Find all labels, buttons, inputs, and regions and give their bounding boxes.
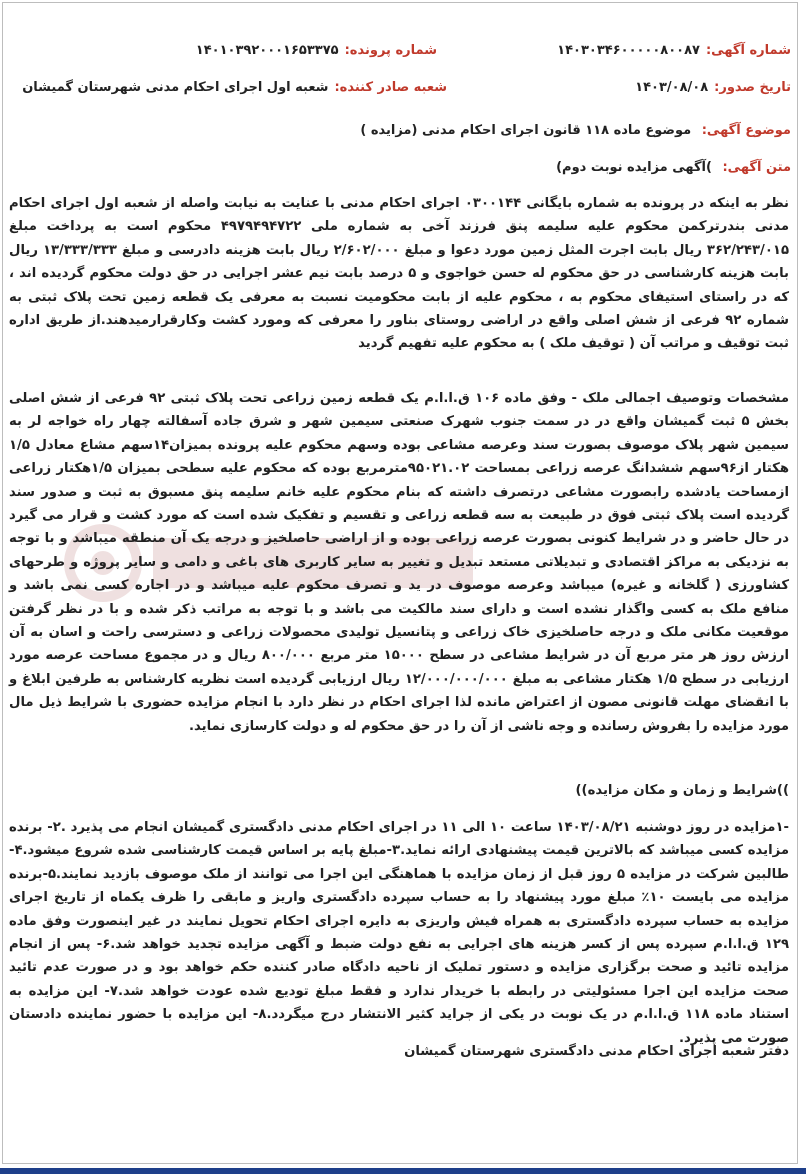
- subject-label: موضوع آگهی:: [701, 123, 791, 138]
- case-number-value: ۱۴۰۱۰۳۹۲۰۰۰۱۶۵۳۳۷۵: [195, 43, 339, 58]
- notice-page: [2, 2, 798, 1164]
- issuer-value: شعبه اول اجرای احکام مدنی شهرستان گمیشان: [22, 80, 329, 95]
- paragraph-office: دفتر شعبه اجرای احکام مدنی دادگستری شهرستان گمیشان: [404, 1044, 789, 1059]
- issue-date-value: ۱۴۰۳/۰۸/۰۸: [635, 80, 709, 95]
- paragraph-property: مشخصات وتوصیف اجمالی ملک - وفق ماده ۱۰۶ ق.ا.ا.م یک قطعه زمین زراعی تحت پلاک ثبتی ۹۲ فرعی از شش اصلی بخش ۵ ثبت گمیشان واقع در در سمت جنوب شهرک صنعتی سیمین شهر و شرق جاده آسفالته چهار راه خواجه لر به سیمین شهر پلاک موصوف بصورت سند وعرصه مشاعی بوده وسهم محکوم علیه پرونده بمیزان۱۴سهم مشاع معادل ۱/۵ هکتار از۹۶سهم ششدانگ عرصه زراعی بمساحت ۹۵۰۲۱.۰۲مترمربع بوده که محکوم علیه سطحی بمیزان ۱/۵هکتار زراعی ازمساحت یادشده رابصورت مشاعی درتصرف داشته که بنام محکوم علیه خانم سلیمه پنق مسبوق به ثبت و صدور سند گردیده است پلاک ثبتی فوق در طبیعت به سه قطعه زراعی و تقسیم و تفکیک شده است که مورد کشت و قرار می گیرد در حال حاضر و در شرایط کنونی بصورت عرصه زراعی بوده و از اراضی حاصلخیز و درجه یک آن منطقه میباشد و با توجه به نزدیکی به مراکز اقتصادی و تبدیلاتی مستعد تبدیل و تغییر به سایر کاربری های باغی و دامی و سایر پروژه و طرحهای کشاورزی ( گلخانه و غیره) میباشد وعرصه موصوف در ید و تصرف محکوم علیه میباشد و در اجاره کسی نمی باشد و منافع ملک به کسی واگذار نشده است و دارای سند مالکیت می باشد و با توجه به مراتب ذکر شده و با در نظر گرفتن موقعیت مکانی ملک و درجه حاصلخیزی خاک زراعی و پتانسیل تولیدی محصولات زراعی و دسترسی راحت و اسان به آن ارزش روز هر متر مربع آن در شرایط مشاعی در سطح ۱۵۰۰۰ متر مربع ۸۰۰/۰۰۰ ریال و در مجموع مساحت عرصه مورد ارزیابی در سطح ۱/۵ هکتار مشاعی به مبلغ ۱۲/۰۰۰/۰۰۰/۰۰۰ ریال ارزیابی گردیده است نظریه کارشناس به طرفین ابلاغ و با انقضای مهلت قانونی مصون از اعتراض مانده لذا اجرای احکام در نظر دارد با انجام مزایده حضوری با شرایط ذیل مال مورد مزایده را بفروش رسانده و وجه ناشی از آن را در حق محکوم له و دولت کارسازی نماید.: [9, 391, 790, 734]
- issuer-label: شعبه صادر کننده:: [334, 80, 447, 95]
- paragraph-case: نظر به اینکه در پرونده به شماره بایگانی ۰۳۰۰۱۴۴ اجرای احکام مدنی با عنایت به نیابت واصله از شعبه اول اجرای احکام مدنی بندرترکمن محکوم علیه سلیمه پنق فرزند آخی به شماره ملی ۴۹۷۹۴۹۴۷۲۲ محکوم است به پرداخت مبلغ ۳۶۲/۲۴۳/۰۱۵ ریال بابت اجرت المثل زمین مورد دعوا و مبلغ ۲/۶۰۲/۰۰۰ ریال بابت هزینه دادرسی و مبلغ ۱۳/۳۳۳/۳۳۳ ریال بابت هزینه کارشناسی در حق محکوم له حسن خواجوی و ۵ درصد بابت نیم عشر اجرایی در حق دولت محکوم گردیده اند ، که در راستای استیفای محکوم به ، محکوم علیه از بابت محکومیت نسبت به معرفی یک قطعه زمین تحت پلاک ثبتی به شماره ۹۲ فرعی از شش اصلی واقع در اراضی روستای بناور را معرفی که ومورد کشت وکارقرارمیدهند.از طریق اداره ثبت توقیف و مراتب آن ( توقیف ملک ) به محکوم علیه تفهیم گردید: [9, 196, 789, 352]
- notice-number: [557, 43, 791, 58]
- text-heading-value: )آگهی مزایده نوبت دوم): [556, 160, 712, 175]
- notice-text-heading: [556, 160, 791, 175]
- paragraph-conditions-heading: ))شرایط و زمان و مکان مزایده)): [575, 783, 789, 798]
- paragraph-conditions: -۱مزایده در روز دوشنبه ۱۴۰۳/۰۸/۲۱ ساعت ۱۰ الی ۱۱ در اجرای احکام مدنی دادگستری گمیشان انجام می پذیرد .۲- برنده مزایده کسی میباشد که بالاترین قیمت پیشنهادی ارائه نماید.۳-مبلغ پایه بر اساس قیمت کارشناسی شده شروع میشود.۴- طالبین شرکت در مزایده ۵ روز قبل از زمان مزایده با هماهنگی این اجرا می توانند از ملک موصوف بازدید نمایند.۵-برنده مزایده می بایست ۱۰٪ مبلغ مورد پیشنهاد را به حساب سپرده دادگستری واریز و مابقی را ظرف یکماه از تاریخ اجرای مزایده به حساب سپرده دادگستری به همراه فیش واریزی به دایره اجرای احکام تحویل نمایند در غیر اینصورت وفق ماده ۱۲۹ ق.ا.ا.م سپرده پس از کسر هزینه های اجرایی به نفع دولت ضبط و آگهی مزایده تجدید خواهد شد.۶- پس از انجام مزایده تائید و صحت برگزاری مزایده و دستور تملیک از ناحیه دادگاه صادر کننده حکم خواهد بود و در صورت عدم تائید صحت مزایده این اجرا مسئولیتی در رابطه با خریدار ندارد و فقط مبلغ تودیع شده عودت خواهد شد.۷- این مزایده به استناد ماده ۱۱۸ ق.ا.ا.م در یک نوبت در یکی از جراید کثیر الانتشار درج میگردد.۸- این مزایده با حضور نماینده دادستان صورت می پذیرد.: [9, 820, 790, 1046]
- notice-number-value: ۱۴۰۳۰۳۴۶۰۰۰۰۰۸۰۰۸۷: [557, 43, 700, 58]
- footer-bar: [0, 1168, 806, 1174]
- issuer: [22, 80, 447, 95]
- case-number: [196, 43, 437, 58]
- case-number-label: شماره پرونده:: [344, 43, 437, 58]
- subject-value: موضوع ماده ۱۱۸ قانون اجرای احکام مدنی (مزایده ): [360, 123, 692, 138]
- issue-date: [635, 80, 791, 95]
- notice-number-label: شماره آگهی:: [705, 43, 791, 58]
- issue-date-label: تاریخ صدور:: [714, 80, 791, 95]
- notice-subject: [360, 123, 791, 138]
- text-label: متن آگهی:: [722, 160, 791, 175]
